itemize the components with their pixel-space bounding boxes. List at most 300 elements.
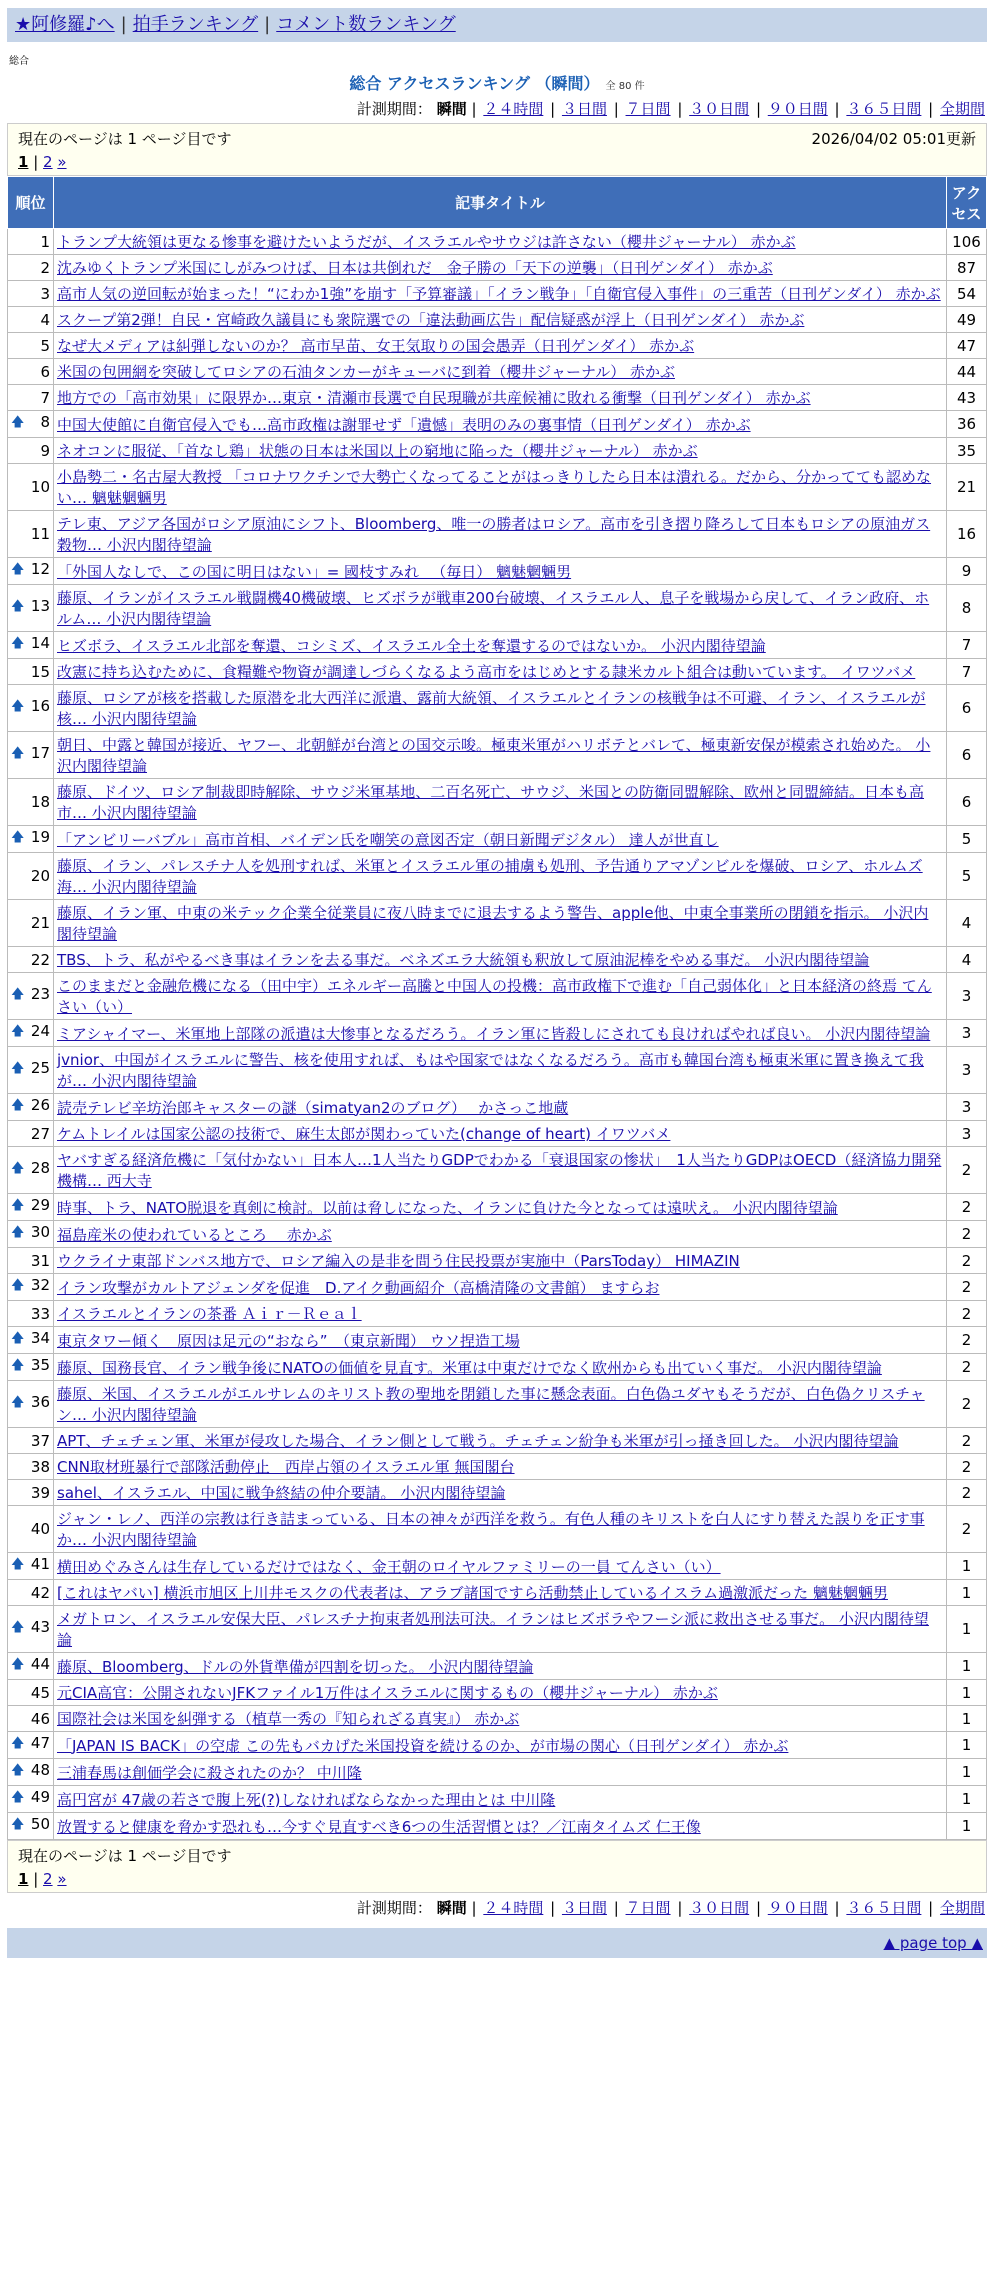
- access-count: 4: [947, 947, 987, 973]
- rank-cell: [8, 1454, 54, 1480]
- rank-number: 21: [30, 914, 50, 932]
- table-row: [8, 438, 987, 464]
- article-link[interactable]: 「外国人なしで、この国に明日はない」= 國枝すみれ （毎日） 魑魅魍魎男: [57, 562, 572, 581]
- arrow-up-icon: 🡅: [11, 636, 25, 651]
- title-cell: [54, 1248, 947, 1274]
- title-cell: [54, 732, 947, 779]
- table-row: [8, 732, 987, 779]
- article-link[interactable]: 中国大使館に自衛官侵入でも…高市政権は謝罪せず「遺憾」表明のみの裏事情（日刊ゲンダイ） 赤かぶ: [57, 415, 751, 434]
- article-link[interactable]: sahel、イスラエル、中国に戦争終結の仲介要請。 小沢内閣待望論: [57, 1484, 506, 1502]
- period-link[interactable]: ７日間: [625, 100, 671, 118]
- rank-cell: [8, 333, 54, 359]
- table-row: [8, 1094, 987, 1121]
- table-row: [8, 1248, 987, 1274]
- title-cell: [54, 255, 947, 281]
- title-cell: [54, 1094, 947, 1121]
- article-link[interactable]: イスラエルとイランの茶番 Ａｉｒ－Ｒｅａｌ: [57, 1305, 362, 1323]
- access-count: 2: [947, 1506, 987, 1553]
- access-count: 6: [947, 732, 987, 779]
- article-link[interactable]: 「JAPAN IS BACK」の空虚 この先もバカげた米国投資を続けるのか、が市場の関心（日刊ゲンダイ） 赤かぶ: [57, 1736, 789, 1755]
- rank-cell: [8, 1301, 54, 1327]
- table-row: [8, 1020, 987, 1047]
- pager-top: 1 | 2 »: [18, 153, 67, 171]
- article-link[interactable]: CNN取材班暴行で部隊活動停止 西岸占領のイスラエル軍 無国閣台: [57, 1458, 515, 1476]
- comment-ranking-link[interactable]: コメント数ランキング: [276, 14, 456, 35]
- page-title: [7, 71, 987, 94]
- rank-number: 11: [30, 525, 50, 543]
- rank-cell: [8, 385, 54, 411]
- article-link[interactable]: 福島産米の使われているところ 赤かぶ: [57, 1225, 332, 1244]
- article-link[interactable]: スクープ第2弾！自民・宮崎政久議員にも衆院選での「違法動画広告」配信疑惑が浮上（日刊ゲンダイ） 赤かぶ: [57, 311, 805, 329]
- title-cell: [54, 1454, 947, 1480]
- access-count: 2: [947, 1381, 987, 1428]
- table-row: [8, 1580, 987, 1606]
- article-link[interactable]: 沈みゆくトランプ米国にしがみつけば、日本は共倒れだ 金子勝の「天下の逆襲」（日刊ゲンダイ） 赤かぶ: [57, 259, 773, 277]
- access-count: 2: [947, 1147, 987, 1194]
- arrow-up-icon: 🡅: [11, 830, 25, 845]
- period-link[interactable]: ３６５日間: [846, 100, 922, 118]
- table-row: [8, 1680, 987, 1706]
- rank-cell: [8, 826, 54, 853]
- footer-bar: [7, 1928, 987, 1958]
- title-text: 総合 アクセスランキング （瞬間）: [349, 74, 600, 93]
- rank-number: 34: [30, 1329, 50, 1347]
- rank-number: 7: [40, 388, 50, 407]
- rank-number: 6: [40, 362, 50, 381]
- access-count: 1: [947, 1653, 987, 1680]
- rank-cell: [8, 307, 54, 333]
- table-row: [8, 1274, 987, 1301]
- article-link[interactable]: 藤原、イラン軍、中東の米テック企業全従業員に夜八時までに退去するよう警告、apple他、中東全事業所の閉鎖を指示。 小沢内閣待望論: [57, 904, 929, 943]
- rank-cell: [8, 1480, 54, 1506]
- title-cell: [54, 1706, 947, 1732]
- title-cell: [54, 632, 947, 659]
- title-cell: [54, 359, 947, 385]
- table-row: [8, 333, 987, 359]
- rank-cell: [8, 853, 54, 900]
- pager-current: 1: [18, 153, 29, 171]
- period-selector-bottom: 計測期間： 瞬間 | ２４時間 | ３日間 | ７日間 | ３０日間 | ９０日間 | ３６５日間 | 全期間: [356, 1899, 985, 1917]
- period-link[interactable]: ７日間: [625, 1899, 671, 1917]
- rank-number: 22: [30, 950, 50, 969]
- table-row: [8, 973, 987, 1020]
- title-cell: [54, 558, 947, 585]
- title-cell: [54, 1354, 947, 1381]
- title-cell: [54, 229, 947, 255]
- rank-number: 15: [30, 662, 50, 681]
- title-cell: [54, 1580, 947, 1606]
- access-count: 2: [947, 1194, 987, 1221]
- rank-number: 48: [30, 1761, 50, 1779]
- rank-number: 35: [30, 1356, 50, 1374]
- rank-cell: [8, 1580, 54, 1606]
- table-row: [8, 1147, 987, 1194]
- rank-cell: [8, 1147, 54, 1194]
- article-link[interactable]: 読売テレビ辛坊治郎キャスターの謎（simatyan2のブログ） かさっこ地蔵: [57, 1098, 569, 1117]
- access-count: 1: [947, 1759, 987, 1786]
- article-link[interactable]: 藤原、イランがイスラエル戦闘機40機破壊、ヒズボラが戦車200台破壊、イスラエル人、息子を戦場から戻して、イラン政府、ホルム… 小沢内閣待望論: [57, 589, 930, 628]
- arrow-up-icon: 🡅: [11, 746, 25, 761]
- article-link[interactable]: ジャン・レノ、西洋の宗教は行き詰まっている、日本の神々が西洋を救う。有色人種のキリストを白人にすり替えた誤りを正す事か… 小沢内閣待望論: [57, 1510, 925, 1549]
- article-link[interactable]: テレ東、アジア各国がロシア原油にシフト、Bloomberg、唯一の勝者はロシア。高市を引き摺り降ろして日本もロシアの原油ガス穀物… 小沢内閣待望論: [57, 515, 931, 554]
- table-row: [8, 511, 987, 558]
- category-label: 総合: [9, 56, 29, 67]
- arrow-up-icon: 🡅: [11, 562, 25, 577]
- title-cell: [54, 464, 947, 511]
- access-count: 3: [947, 1020, 987, 1047]
- title-cell: [54, 973, 947, 1020]
- article-link[interactable]: ネオコンに服従、「首なし鶏」状態の日本は米国以上の窮地に陥った（櫻井ジャーナル） 赤かぶ: [57, 442, 698, 460]
- title-cell: [54, 1606, 947, 1653]
- table-row: [8, 1381, 987, 1428]
- ranking-rows: [8, 229, 987, 1840]
- rank-cell: [8, 947, 54, 973]
- table-row: [8, 1194, 987, 1221]
- period-label: 計測期間：: [356, 100, 432, 118]
- table-row: [8, 632, 987, 659]
- access-count: 6: [947, 779, 987, 826]
- rank-cell: [8, 255, 54, 281]
- rank-cell: [8, 1428, 54, 1454]
- title-cell: [54, 1327, 947, 1354]
- arrow-up-icon: 🡅: [11, 987, 25, 1002]
- article-link[interactable]: 藤原、ドイツ、ロシア制裁即時解除、サウジ米軍基地、二百名死亡、サウジ、米国との防衛同盟解除、欧州と同盟締結。日本も高市… 小沢内閣待望論: [57, 783, 925, 822]
- arrow-up-icon: 🡅: [11, 1198, 25, 1213]
- article-link[interactable]: 藤原、国務長官、イラン戦争後にNATOの価値を見直す。米軍は中東だけでなく欧州からも出ていく事だ。 小沢内閣待望論: [57, 1358, 882, 1377]
- article-link[interactable]: ミアシャイマー、米軍地上部隊の派遣は大惨事となるだろう。イラン軍に皆殺しにされても良ければやれば良い。 小沢内閣待望論: [57, 1024, 931, 1043]
- title-cell: [54, 585, 947, 632]
- rank-number: 27: [30, 1124, 50, 1143]
- access-count: 49: [947, 307, 987, 333]
- rank-number: 14: [30, 634, 50, 652]
- title-cell: [54, 1381, 947, 1428]
- title-cell: [54, 307, 947, 333]
- table-row: [8, 558, 987, 585]
- rank-cell: [8, 1248, 54, 1274]
- rank-cell: [8, 1121, 54, 1147]
- title-cell: [54, 1147, 947, 1194]
- rank-cell: [8, 438, 54, 464]
- rank-cell: [8, 585, 54, 632]
- rank-number: 3: [40, 284, 50, 303]
- article-link[interactable]: トランプ大統領は更なる惨事を避けたいようだが、イスラエルやサウジは許さない（櫻井ジャーナル） 赤かぶ: [57, 233, 796, 251]
- title-cell: [54, 1680, 947, 1706]
- period-link[interactable]: ２４時間: [483, 1899, 544, 1917]
- article-link[interactable]: TBS、トラ、私がやるべき事はイランを去る事だ。ベネズエラ大統領も釈放して原油泥棒をやめる事だ。 小沢内閣待望論: [57, 951, 870, 969]
- table-row: [8, 1480, 987, 1506]
- article-link[interactable]: [これはヤバい] 横浜市旭区上川井モスクの代表者は、アラブ諸国ですら活動禁止しているイスラム過激派だった 魑魅魍魎男: [57, 1584, 888, 1602]
- period-link[interactable]: 全期間: [939, 100, 985, 118]
- article-link[interactable]: 高市人気の逆回転が始まった！“にわか1強”を崩す「予算審議」「イラン戦争」「自衛官侵入事件」の三重苦（日刊ゲンダイ） 赤かぶ: [57, 285, 941, 303]
- title-cell: [54, 1553, 947, 1580]
- access-count: 3: [947, 1094, 987, 1121]
- table-row: [8, 1813, 987, 1840]
- article-link[interactable]: ケムトレイルは国家公認の技術で、麻生太郎が関わっていた(change of heart) イワツバメ: [57, 1125, 671, 1143]
- table-row: [8, 281, 987, 307]
- rank-number: 25: [30, 1059, 50, 1077]
- rank-number: 46: [30, 1709, 50, 1728]
- rank-cell: [8, 1606, 54, 1653]
- arrow-up-icon: 🡅: [11, 1225, 25, 1240]
- arrow-up-icon: 🡅: [11, 1098, 25, 1113]
- article-link[interactable]: 小島勢二・名古屋大教授 「コロナワクチンで大勢亡くなってることがはっきりしたら日本は潰れる。だから、分かってても認めない… 魑魅魍魎男: [57, 468, 932, 507]
- rank-cell: [8, 411, 54, 438]
- table-row: [8, 385, 987, 411]
- rank-cell: [8, 1020, 54, 1047]
- title-cell: [54, 900, 947, 947]
- article-link[interactable]: 藤原、ロシアが核を搭載した原潜を北大西洋に派遣、露前大統領、イスラエルとイランの核戦争は不可避、イラン、イスラエルが核… 小沢内閣待望論: [57, 689, 926, 728]
- period-link[interactable]: ９０日間: [767, 1899, 828, 1917]
- title-cell: [54, 1653, 947, 1680]
- rank-cell: [8, 973, 54, 1020]
- period-link[interactable]: ３６５日間: [846, 1899, 922, 1917]
- rank-number: 32: [30, 1276, 50, 1294]
- title-cell: [54, 685, 947, 732]
- article-link[interactable]: ヤバすぎる経済危機に「気付かない」日本人…1人当たりGDPでわかる「衰退国家の惨状」 1人当たりGDPはOECD（経済協力開発機構… 西大寺: [57, 1151, 942, 1190]
- pager-page-2[interactable]: 2: [43, 1870, 53, 1888]
- rank-cell: [8, 900, 54, 947]
- period-link[interactable]: ３０日間: [689, 100, 750, 118]
- rank-number: 29: [30, 1196, 50, 1214]
- rank-number: 8: [40, 413, 50, 431]
- access-count: 43: [947, 385, 987, 411]
- title-cell: [54, 511, 947, 558]
- rank-number: 49: [30, 1788, 50, 1806]
- rank-number: 26: [30, 1096, 50, 1114]
- access-count: 16: [947, 511, 987, 558]
- pager-next[interactable]: »: [57, 153, 67, 171]
- access-count: 1: [947, 1606, 987, 1653]
- access-count: 87: [947, 255, 987, 281]
- ranking-table: [7, 176, 987, 1840]
- updated-time: 2026/04/02 05:01更新: [811, 130, 976, 148]
- title-cell: [54, 779, 947, 826]
- access-count: 2: [947, 1221, 987, 1248]
- rank-cell: [8, 558, 54, 585]
- rank-number: 9: [40, 441, 50, 460]
- article-link[interactable]: 三浦春馬は創価学会に殺されたのか？ 中川隆: [57, 1763, 362, 1782]
- table-row: [8, 1428, 987, 1454]
- rank-number: 41: [30, 1555, 50, 1573]
- rank-number: 33: [30, 1304, 50, 1323]
- access-count: 3: [947, 973, 987, 1020]
- period-link[interactable]: ９０日間: [767, 100, 828, 118]
- arrow-up-icon: 🡅: [11, 1278, 25, 1293]
- rank-cell: [8, 1327, 54, 1354]
- article-link[interactable]: 国際社会は米国を糾弾する（植草一秀の『知られざる真実』） 赤かぶ: [57, 1710, 520, 1728]
- article-link[interactable]: 米国の包囲網を突破してロシアの石油タンカーがキューバに到着（櫻井ジャーナル） 赤かぶ: [57, 363, 675, 381]
- article-link[interactable]: jvnior、中国がイスラエルに警告、核を使用すれば、もはや国家ではなくなるだろう。高市も韓国台湾も極東米軍に置き換えて我が… 小沢内閣待望論: [57, 1051, 924, 1090]
- rank-cell: [8, 1094, 54, 1121]
- rank-cell: [8, 1194, 54, 1221]
- access-count: 21: [947, 464, 987, 511]
- article-link[interactable]: 藤原、イラン、パレスチナ人を処刑すれば、米軍とイスラエル軍の捕虜も処刑、予告通りアマゾンビルを爆破、ロシア、ホルムズ海… 小沢内閣待望論: [57, 857, 923, 896]
- rank-cell: [8, 1732, 54, 1759]
- rank-cell: [8, 779, 54, 826]
- rank-cell: [8, 1786, 54, 1813]
- access-count: 2: [947, 1327, 987, 1354]
- access-count: 4: [947, 900, 987, 947]
- rank-number: 30: [30, 1223, 50, 1241]
- access-count: 44: [947, 359, 987, 385]
- rank-cell: [8, 1047, 54, 1094]
- rank-cell: [8, 1813, 54, 1840]
- title-cell: [54, 1732, 947, 1759]
- table-row: [8, 1606, 987, 1653]
- period-link[interactable]: ２４時間: [483, 100, 544, 118]
- rank-number: 4: [40, 310, 50, 329]
- access-count: 36: [947, 411, 987, 438]
- article-link[interactable]: 放置すると健康を脅かす恐れも…今すぐ見直すべき6つの生活習慣とは？／江南タイムズ 仁王像: [57, 1817, 701, 1836]
- table-row: [8, 779, 987, 826]
- arrow-up-icon: 🡅: [11, 1395, 25, 1410]
- access-count: 6: [947, 685, 987, 732]
- article-link[interactable]: ウクライナ東部ドンバス地方で、ロシア編入の是非を問う住民投票が実施中（ParsToday） HIMAZIN: [57, 1252, 740, 1270]
- arrow-up-icon: 🡅: [11, 1657, 25, 1672]
- page-top-link[interactable]: ▲ page top ▲: [883, 1934, 983, 1952]
- title-cell: [54, 281, 947, 307]
- article-link[interactable]: このままだと金融危機になる（田中宇）エネルギー高騰と中国人の投機：高市政権下で進む「自己弱体化」と日本経済の終焉 てんさい（い）: [57, 977, 932, 1016]
- rank-cell: [8, 1506, 54, 1553]
- period-current: 瞬間: [436, 1899, 467, 1917]
- pager-page-2[interactable]: 2: [43, 153, 53, 171]
- pager-next[interactable]: »: [57, 1870, 67, 1888]
- rank-number: 12: [30, 560, 50, 578]
- title-cell: [54, 1221, 947, 1248]
- access-count: 9: [947, 558, 987, 585]
- rank-number: 36: [30, 1393, 50, 1411]
- title-cell: [54, 1759, 947, 1786]
- rank-cell: [8, 1759, 54, 1786]
- article-link[interactable]: 朝日、中露と韓国が接近、ヤフー、北朝鮮が台湾との国交示唆。極東米軍がハリボテとバレて、極東新安保が模索され始めた。 小沢内閣待望論: [57, 736, 931, 775]
- table-row: [8, 1553, 987, 1580]
- access-count: 3: [947, 1047, 987, 1094]
- rank-cell: [8, 685, 54, 732]
- access-count: 1: [947, 1813, 987, 1840]
- rank-cell: [8, 1354, 54, 1381]
- rank-number: 37: [30, 1431, 50, 1450]
- rank-number: 42: [30, 1583, 50, 1602]
- table-row: [8, 1047, 987, 1094]
- title-cell: [54, 659, 947, 685]
- access-count: 2: [947, 1354, 987, 1381]
- clap-ranking-link[interactable]: 拍手ランキング: [132, 14, 259, 35]
- period-label: 計測期間：: [356, 1899, 432, 1917]
- title-cell: [54, 1301, 947, 1327]
- table-row: [8, 1221, 987, 1248]
- rank-number: 23: [30, 985, 50, 1003]
- table-row: [8, 1301, 987, 1327]
- access-count: 54: [947, 281, 987, 307]
- rank-cell: [8, 464, 54, 511]
- arrow-up-icon: 🡅: [11, 1763, 25, 1778]
- table-row: [8, 229, 987, 255]
- title-cell: [54, 1274, 947, 1301]
- article-link[interactable]: メガトロン、イスラエル安保大臣、パレスチナ拘束者処刑法可決。イランはヒズボラやフーシ派に救出させる事だ。 小沢内閣待望論: [57, 1610, 929, 1649]
- rank-cell: [8, 1553, 54, 1580]
- access-count: 106: [947, 229, 987, 255]
- arrow-up-icon: 🡅: [11, 1161, 25, 1176]
- access-header: アクセス: [947, 177, 987, 229]
- access-count: 7: [947, 659, 987, 685]
- table-row: [8, 359, 987, 385]
- access-count: 1: [947, 1732, 987, 1759]
- article-link[interactable]: 藤原、米国、イスラエルがエルサレムのキリスト教の聖地を閉鎖した事に懸念表面。白色偽ユダヤもそうだが、白色偽クリスチャン… 小沢内閣待望論: [57, 1385, 925, 1424]
- article-link[interactable]: ヒズボラ、イスラエル北部を奪還、コシミズ、イスラエル全土を奪還するのではないか。 小沢内閣待望論: [57, 636, 766, 655]
- period-link[interactable]: ３日間: [561, 1899, 607, 1917]
- arrow-up-icon: 🡅: [11, 1331, 25, 1346]
- period-link[interactable]: ３日間: [561, 100, 607, 118]
- access-count: 2: [947, 1480, 987, 1506]
- rank-cell: [8, 1381, 54, 1428]
- arrow-up-icon: 🡅: [11, 599, 25, 614]
- access-count: 1: [947, 1706, 987, 1732]
- table-row: [8, 1454, 987, 1480]
- rank-header: 順位: [8, 177, 54, 229]
- rank-cell: [8, 732, 54, 779]
- title-cell: [54, 333, 947, 359]
- title-cell: [54, 411, 947, 438]
- article-link[interactable]: 横田めぐみさんは生存しているだけではなく、金王朝のロイヤルファミリーの一員 てんさい（い）: [57, 1557, 721, 1576]
- current-page-text: 現在のページは 1 ページ目です: [18, 130, 232, 148]
- article-link[interactable]: 時事、トラ、NATO脱退を真剣に検討。以前は脅しになった、イランに負けた今となっては遠吠え。 小沢内閣待望論: [57, 1198, 838, 1217]
- rank-number: 39: [30, 1483, 50, 1502]
- article-link[interactable]: 藤原、Bloomberg、ドルの外貨準備が四割を切った。 小沢内閣待望論: [57, 1657, 534, 1676]
- title-cell: [54, 1506, 947, 1553]
- article-link[interactable]: 「アンビリーバブル」高市首相、バイデン氏を嘲笑の意図否定（朝日新聞デジタル） 達人が世直し: [57, 830, 719, 849]
- rank-cell: [8, 511, 54, 558]
- article-link[interactable]: 改憲に持ち込むために、食糧難や物資が調達しづらくなるよう高市をはじめとする隷米カルト組合は動いています。 イワツバメ: [57, 663, 916, 681]
- article-link[interactable]: 高円宮が 47歳の若さで腹上死(?)しなければならなかった理由とは 中川隆: [57, 1790, 556, 1809]
- title-cell: [54, 826, 947, 853]
- arrow-up-icon: 🡅: [11, 1358, 25, 1373]
- article-link[interactable]: 元CIA高官：公開されないJFKファイル1万件はイスラエルに関するもの（櫻井ジャーナル） 赤かぶ: [57, 1684, 718, 1702]
- pager-bottom: 1 | 2 »: [18, 1870, 67, 1888]
- table-row: [8, 685, 987, 732]
- article-link[interactable]: 地方での「高市効果」に限界か…東京・清瀬市長選で自民現職が共産候補に敗れる衝撃（日刊ゲンダイ） 赤かぶ: [57, 389, 811, 407]
- title-cell: [54, 1047, 947, 1094]
- title-cell: [54, 1480, 947, 1506]
- table-row: [8, 1354, 987, 1381]
- rank-number: 5: [40, 336, 50, 355]
- title-cell: [54, 853, 947, 900]
- article-link[interactable]: APT、チェチェン軍、米軍が侵攻した場合、イラン側として戦う。チェチェン紛争も米軍が引っ掻き回した。 小沢内閣待望論: [57, 1432, 899, 1450]
- table-row: [8, 255, 987, 281]
- top-nav: ★阿修羅♪へ | 拍手ランキング | コメント数ランキング: [7, 8, 987, 42]
- table-row: [8, 900, 987, 947]
- access-count: 35: [947, 438, 987, 464]
- rank-cell: [8, 281, 54, 307]
- period-link[interactable]: 全期間: [939, 1899, 985, 1917]
- article-link[interactable]: 東京タワー傾く 原因は足元の“おなら” （東京新聞） ウソ捏造工場: [57, 1331, 520, 1350]
- home-link[interactable]: ★阿修羅♪へ: [15, 14, 115, 35]
- article-link[interactable]: イラン攻撃がカルトアジェンダを促進 D.アイク動画紹介（高橋清隆の文書館） ますらお: [57, 1278, 660, 1297]
- access-count: 1: [947, 1680, 987, 1706]
- table-row: [8, 853, 987, 900]
- access-count: 5: [947, 853, 987, 900]
- access-count: 3: [947, 1121, 987, 1147]
- title-cell: [54, 385, 947, 411]
- article-link[interactable]: なぜ大メディアは糾弾しないのか？ 高市早苗、女王気取りの国会愚弄（日刊ゲンダイ） 赤かぶ: [57, 337, 695, 355]
- item-count: 全 80 件: [605, 81, 645, 92]
- table-row: [8, 585, 987, 632]
- rank-number: 40: [30, 1520, 50, 1538]
- rank-cell: [8, 659, 54, 685]
- rank-cell: [8, 632, 54, 659]
- period-link[interactable]: ３０日間: [689, 1899, 750, 1917]
- rank-number: 44: [30, 1655, 50, 1673]
- title-cell: [54, 1813, 947, 1840]
